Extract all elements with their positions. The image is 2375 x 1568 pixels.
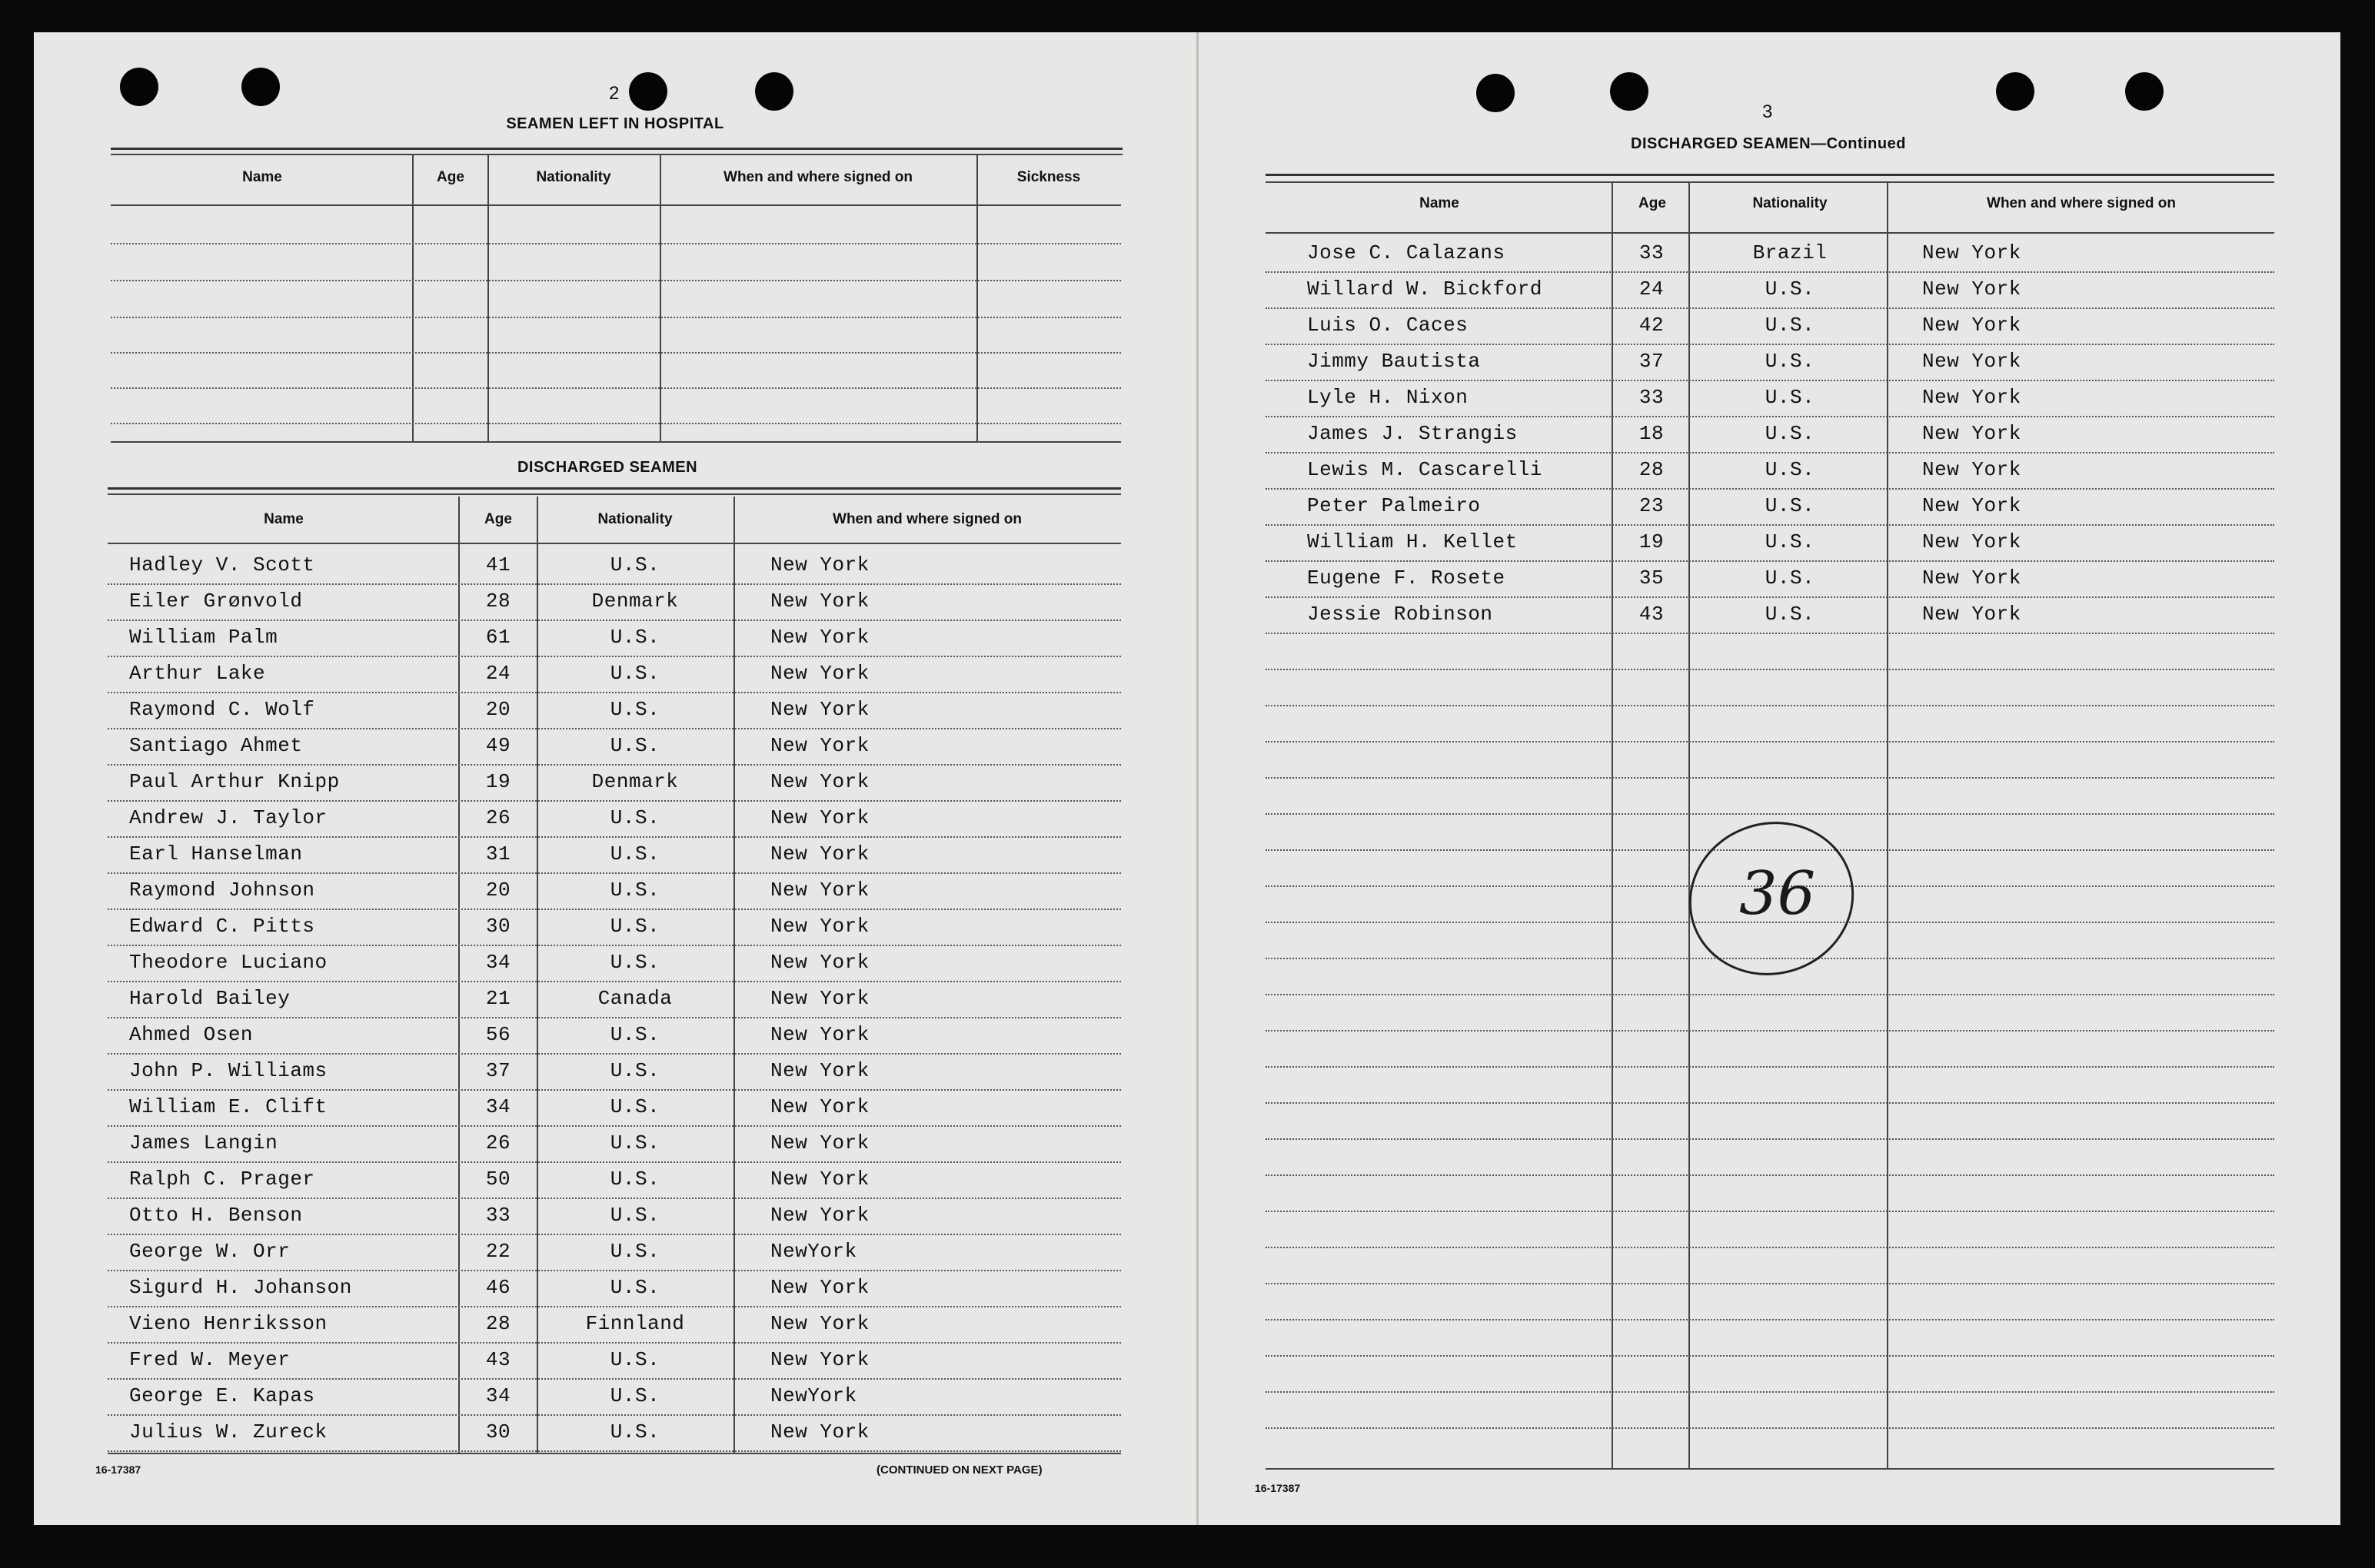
punch-hole <box>629 72 667 111</box>
header-nationality: Nationality <box>597 511 673 527</box>
seaman-age: 56 <box>485 1023 511 1046</box>
seaman-age: 19 <box>1638 530 1665 553</box>
seaman-name: Sigurd H. Johanson <box>129 1276 352 1299</box>
seaman-nationality: U.S. <box>1765 422 1815 445</box>
seaman-age: 23 <box>1638 494 1665 517</box>
form-number-left: 16-17387 <box>95 1463 141 1476</box>
column-divider <box>733 497 735 1454</box>
form-number-right: 16-17387 <box>1255 1482 1301 1494</box>
seaman-age: 33 <box>1638 386 1665 409</box>
row-line <box>1266 344 2274 345</box>
column-divider <box>1612 183 1613 1470</box>
signed-on-place: New York <box>770 951 870 974</box>
seaman-nationality: Denmark <box>591 770 679 793</box>
row-line <box>108 1270 1121 1271</box>
row-line <box>1266 1066 2274 1068</box>
row-line <box>1266 380 2274 381</box>
seaman-age: 28 <box>485 590 511 613</box>
signed-on-place: NewYork <box>770 1240 857 1263</box>
seaman-age: 24 <box>485 662 511 685</box>
seaman-name: William H. Kellet <box>1307 530 1518 553</box>
row-line <box>108 1378 1121 1380</box>
seaman-age: 43 <box>485 1348 511 1371</box>
header-age: Age <box>437 169 464 185</box>
signed-on-place: New York <box>770 879 870 902</box>
seaman-age: 33 <box>1638 241 1665 264</box>
header-name: Name <box>242 169 282 185</box>
row-line <box>1266 1102 2274 1104</box>
seaman-nationality: U.S. <box>1765 566 1815 590</box>
page-number-right: 3 <box>1762 101 1773 122</box>
row-line <box>1266 596 2274 598</box>
seaman-nationality: Denmark <box>591 590 679 613</box>
seaman-age: 42 <box>1638 314 1665 337</box>
seaman-age: 31 <box>485 842 511 865</box>
header-signed-on: When and where signed on <box>1987 195 2176 211</box>
signed-on-place: New York <box>1922 494 2021 517</box>
seaman-nationality: U.S. <box>610 662 660 685</box>
seaman-name: Andrew J. Taylor <box>129 806 328 829</box>
signed-on-place: New York <box>1922 386 2021 409</box>
seaman-name: Hadley V. Scott <box>129 553 315 576</box>
seaman-age: 20 <box>485 698 511 721</box>
seaman-age: 26 <box>485 806 511 829</box>
seaman-age: 34 <box>485 1384 511 1407</box>
row-line <box>1266 488 2274 490</box>
page-fold <box>1196 32 1199 1525</box>
seaman-name: Ralph C. Prager <box>129 1168 315 1191</box>
seaman-age: 30 <box>485 915 511 938</box>
continued-note: (CONTINUED ON NEXT PAGE) <box>876 1463 1043 1477</box>
punch-hole <box>241 68 280 106</box>
seaman-nationality: U.S. <box>1765 603 1815 626</box>
seaman-age: 28 <box>485 1312 511 1335</box>
signed-on-place: New York <box>770 590 870 613</box>
row-line <box>108 656 1121 657</box>
row-line <box>1266 669 2274 670</box>
seaman-name: Edward C. Pitts <box>129 915 315 938</box>
seaman-age: 43 <box>1638 603 1665 626</box>
signed-on-place: New York <box>770 1095 870 1118</box>
row-line <box>108 1234 1121 1235</box>
header-nationality: Nationality <box>1752 195 1828 211</box>
handwritten-total: 36 <box>1739 859 1816 929</box>
row-line <box>1266 813 2274 815</box>
seaman-name: Julius W. Zureck <box>129 1420 328 1443</box>
signed-on-place: New York <box>770 1023 870 1046</box>
seaman-age: 21 <box>485 987 511 1010</box>
seaman-nationality: Finnland <box>585 1312 685 1335</box>
signed-on-place: New York <box>770 1276 870 1299</box>
signed-on-place: New York <box>770 734 870 757</box>
signed-on-place: New York <box>1922 530 2021 553</box>
seaman-name: Willard W. Bickford <box>1307 277 1542 301</box>
column-divider <box>1887 183 1888 1470</box>
signed-on-place: New York <box>1922 566 2021 590</box>
rule <box>111 154 1123 155</box>
seaman-name: Peter Palmeiro <box>1307 494 1481 517</box>
seaman-nationality: U.S. <box>1765 458 1815 481</box>
seaman-nationality: U.S. <box>610 1023 660 1046</box>
seaman-age: 35 <box>1638 566 1665 590</box>
header-age: Age <box>484 511 512 527</box>
row-line <box>1266 994 2274 995</box>
seaman-name: Eugene F. Rosete <box>1307 566 1505 590</box>
seaman-age: 37 <box>485 1059 511 1082</box>
seaman-age: 20 <box>485 879 511 902</box>
seaman-nationality: U.S. <box>610 1059 660 1082</box>
header-name: Name <box>264 511 304 527</box>
header-age: Age <box>1638 195 1666 211</box>
row-line <box>108 1089 1121 1091</box>
seaman-name: Lewis M. Cascarelli <box>1307 458 1542 481</box>
row-line <box>108 836 1121 838</box>
row-line <box>108 800 1121 802</box>
seaman-name: William E. Clift <box>129 1095 328 1118</box>
seaman-age: 30 <box>485 1420 511 1443</box>
rule <box>111 148 1123 150</box>
seaman-name: Theodore Luciano <box>129 951 328 974</box>
row-line <box>111 280 1121 281</box>
seaman-nationality: U.S. <box>610 806 660 829</box>
row-line <box>1266 1391 2274 1393</box>
row-line <box>108 764 1121 766</box>
row-line <box>1266 741 2274 742</box>
seaman-name: George E. Kapas <box>129 1384 315 1407</box>
row-line <box>108 1306 1121 1307</box>
row-line <box>1266 633 2274 634</box>
row-line <box>111 423 1121 424</box>
header-signed-on: When and where signed on <box>723 169 913 185</box>
seaman-name: John P. Williams <box>129 1059 328 1082</box>
seaman-name: Vieno Henriksson <box>129 1312 328 1335</box>
seaman-name: William Palm <box>129 626 278 649</box>
seaman-nationality: U.S. <box>1765 494 1815 517</box>
continued-title: DISCHARGED SEAMEN—Continued <box>1631 135 1906 152</box>
signed-on-place: New York <box>770 1168 870 1191</box>
seaman-name: Eiler Grønvold <box>129 590 303 613</box>
row-line <box>108 692 1121 693</box>
seaman-nationality: U.S. <box>610 1420 660 1443</box>
signed-on-place: New York <box>770 770 870 793</box>
seaman-nationality: U.S. <box>610 1348 660 1371</box>
seaman-age: 61 <box>485 626 511 649</box>
seaman-nationality: U.S. <box>610 879 660 902</box>
column-divider <box>1688 183 1690 1470</box>
rule <box>108 1453 1121 1454</box>
row-line <box>108 728 1121 729</box>
seaman-name: James Langin <box>129 1131 278 1154</box>
row-line <box>111 243 1121 244</box>
punch-hole <box>120 68 158 106</box>
row-line <box>108 909 1121 910</box>
rule <box>111 204 1121 206</box>
seaman-name: Arthur Lake <box>129 662 266 685</box>
row-line <box>111 352 1121 354</box>
seaman-age: 24 <box>1638 277 1665 301</box>
seaman-name: Jose C. Calazans <box>1307 241 1505 264</box>
row-line <box>1266 1030 2274 1031</box>
seaman-nationality: U.S. <box>610 842 660 865</box>
seaman-age: 46 <box>485 1276 511 1299</box>
seaman-name: Ahmed Osen <box>129 1023 254 1046</box>
row-line <box>1266 1247 2274 1248</box>
column-divider <box>660 155 661 441</box>
row-line <box>1266 307 2274 309</box>
rule <box>108 543 1121 544</box>
punch-hole <box>1476 74 1515 112</box>
hospital-title: SEAMEN LEFT IN HOSPITAL <box>506 115 724 132</box>
seaman-nationality: U.S. <box>610 734 660 757</box>
seaman-name: Lyle H. Nixon <box>1307 386 1469 409</box>
seaman-nationality: U.S. <box>610 951 660 974</box>
seaman-age: 33 <box>485 1204 511 1227</box>
column-divider <box>412 155 414 441</box>
header-nationality: Nationality <box>536 169 611 185</box>
seaman-nationality: U.S. <box>610 1276 660 1299</box>
column-divider <box>976 155 978 441</box>
header-sickness: Sickness <box>1016 169 1081 185</box>
seaman-age: 50 <box>485 1168 511 1191</box>
signed-on-place: NewYork <box>770 1384 857 1407</box>
signed-on-place: New York <box>770 626 870 649</box>
signed-on-place: New York <box>770 1348 870 1371</box>
seaman-nationality: U.S. <box>1765 530 1815 553</box>
rule <box>1266 232 2274 234</box>
punch-hole <box>755 72 793 111</box>
row-line <box>108 1414 1121 1416</box>
seaman-name: Raymond C. Wolf <box>129 698 315 721</box>
signed-on-place: New York <box>770 1204 870 1227</box>
signed-on-place: New York <box>1922 241 2021 264</box>
page-number-left: 2 <box>609 83 620 104</box>
seaman-nationality: U.S. <box>610 626 660 649</box>
rule <box>111 441 1121 443</box>
seaman-age: 34 <box>485 1095 511 1118</box>
seaman-nationality: U.S. <box>1765 350 1815 373</box>
punch-hole <box>2125 72 2164 111</box>
row-line <box>108 872 1121 874</box>
row-line <box>108 620 1121 621</box>
signed-on-place: New York <box>1922 458 2021 481</box>
seaman-nationality: U.S. <box>610 1384 660 1407</box>
seaman-nationality: U.S. <box>610 698 660 721</box>
seaman-age: 26 <box>485 1131 511 1154</box>
header-name: Name <box>1419 195 1459 211</box>
row-line <box>1266 705 2274 706</box>
row-line <box>1266 1319 2274 1321</box>
seaman-nationality: U.S. <box>610 1204 660 1227</box>
seaman-age: 41 <box>485 553 511 576</box>
rule <box>1266 1468 2274 1470</box>
rule <box>108 493 1121 495</box>
seaman-age: 34 <box>485 951 511 974</box>
punch-hole <box>1996 72 2034 111</box>
row-line <box>1266 560 2274 562</box>
seaman-nationality: U.S. <box>1765 386 1815 409</box>
seaman-nationality: Brazil <box>1752 241 1828 264</box>
signed-on-place: New York <box>1922 277 2021 301</box>
signed-on-place: New York <box>770 915 870 938</box>
row-line <box>108 945 1121 946</box>
row-line <box>111 387 1121 389</box>
seaman-name: George W. Orr <box>129 1240 291 1263</box>
seaman-nationality: U.S. <box>1765 277 1815 301</box>
row-line <box>108 1125 1121 1127</box>
seaman-name: Luis O. Caces <box>1307 314 1469 337</box>
seaman-nationality: U.S. <box>610 1240 660 1263</box>
seaman-age: 19 <box>485 770 511 793</box>
signed-on-place: New York <box>1922 603 2021 626</box>
seaman-age: 22 <box>485 1240 511 1263</box>
seaman-nationality: U.S. <box>1765 314 1815 337</box>
row-line <box>1266 1174 2274 1176</box>
signed-on-place: New York <box>1922 422 2021 445</box>
seaman-name: Harold Bailey <box>129 987 291 1010</box>
row-line <box>1266 1427 2274 1429</box>
row-line <box>1266 271 2274 273</box>
signed-on-place: New York <box>770 1420 870 1443</box>
signed-on-place: New York <box>770 806 870 829</box>
seaman-age: 37 <box>1638 350 1665 373</box>
row-line <box>108 1450 1121 1452</box>
row-line <box>111 317 1121 318</box>
signed-on-place: New York <box>770 1312 870 1335</box>
row-line <box>1266 524 2274 526</box>
seaman-name: Paul Arthur Knipp <box>129 770 340 793</box>
discharged-title: DISCHARGED SEAMEN <box>517 459 698 476</box>
row-line <box>1266 452 2274 453</box>
rule <box>1266 181 2274 183</box>
column-divider <box>487 155 489 441</box>
seaman-name: James J. Strangis <box>1307 422 1518 445</box>
seaman-name: Santiago Ahmet <box>129 734 303 757</box>
rule <box>1266 174 2274 176</box>
punch-hole <box>1610 72 1648 111</box>
row-line <box>1266 1211 2274 1212</box>
signed-on-place: New York <box>770 553 870 576</box>
row-line <box>108 1053 1121 1055</box>
seaman-name: Otto H. Benson <box>129 1204 303 1227</box>
signed-on-place: New York <box>770 987 870 1010</box>
row-line <box>108 1198 1121 1199</box>
signed-on-place: New York <box>770 842 870 865</box>
seaman-name: Fred W. Meyer <box>129 1348 291 1371</box>
seaman-nationality: U.S. <box>610 1131 660 1154</box>
row-line <box>108 1017 1121 1018</box>
signed-on-place: New York <box>770 1131 870 1154</box>
row-line <box>108 583 1121 585</box>
row-line <box>108 1342 1121 1344</box>
row-line <box>108 1161 1121 1163</box>
row-line <box>1266 1283 2274 1284</box>
seaman-nationality: U.S. <box>610 1168 660 1191</box>
seaman-nationality: U.S. <box>610 915 660 938</box>
seaman-nationality: U.S. <box>610 553 660 576</box>
seaman-name: Earl Hanselman <box>129 842 303 865</box>
signed-on-place: New York <box>770 662 870 685</box>
row-line <box>1266 416 2274 417</box>
row-line <box>1266 1138 2274 1140</box>
row-line <box>1266 777 2274 779</box>
signed-on-place: New York <box>1922 350 2021 373</box>
seaman-age: 28 <box>1638 458 1665 481</box>
seaman-age: 49 <box>485 734 511 757</box>
header-signed-on: When and where signed on <box>833 511 1022 527</box>
seaman-name: Jimmy Bautista <box>1307 350 1481 373</box>
row-line <box>1266 1355 2274 1357</box>
seaman-nationality: Canada <box>597 987 673 1010</box>
row-line <box>108 981 1121 982</box>
signed-on-place: New York <box>770 1059 870 1082</box>
seaman-name: Raymond Johnson <box>129 879 315 902</box>
seaman-age: 18 <box>1638 422 1665 445</box>
signed-on-place: New York <box>770 698 870 721</box>
rule <box>108 487 1121 490</box>
seaman-nationality: U.S. <box>610 1095 660 1118</box>
signed-on-place: New York <box>1922 314 2021 337</box>
seaman-name: Jessie Robinson <box>1307 603 1493 626</box>
